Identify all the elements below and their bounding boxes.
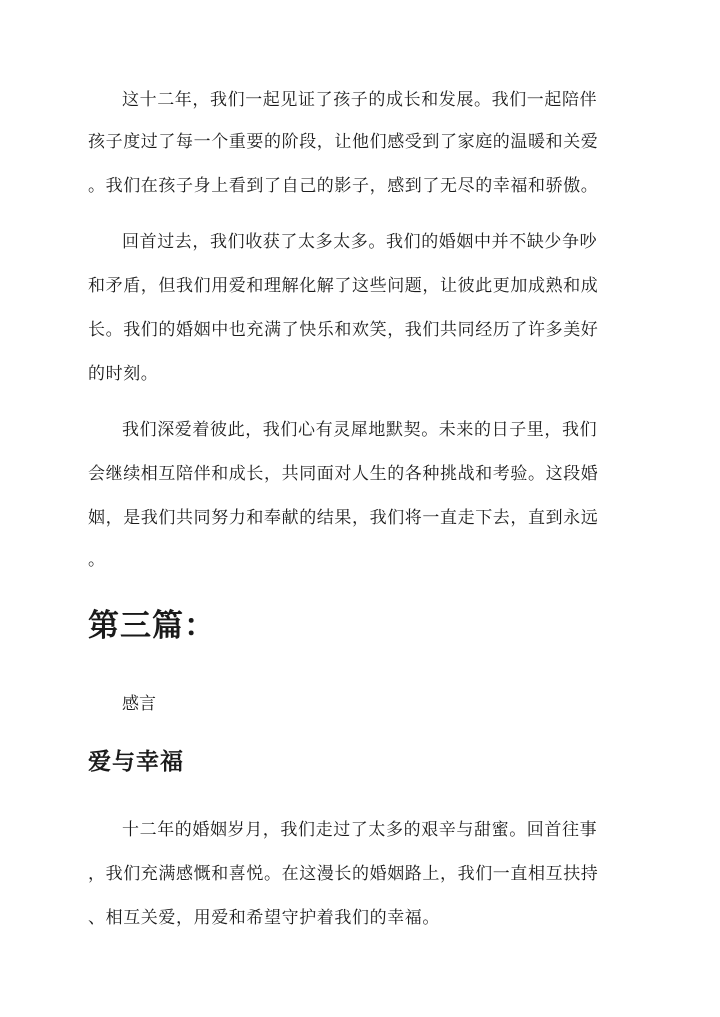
section-heading: 爱与幸福 [88, 748, 184, 775]
paragraph-2-line-4: 的时刻。 [88, 364, 159, 384]
chapter-title: 第三篇： [88, 608, 216, 644]
paragraph-4-line-3: 、相互关爱，用爱和希望守护着我们的幸福。 [88, 908, 440, 928]
paragraph-4-line-2: ，我们充满感慨和喜悦。在这漫长的婚姻路上，我们一直相互扶持 [88, 864, 599, 884]
paragraph-3-line-3: 姻，是我们共同努力和奉献的结果，我们将一直走下去，直到永远 [88, 508, 599, 528]
paragraph-1-line-1: 这十二年，我们一起见证了孩子的成长和发展。我们一起陪伴 [122, 90, 598, 110]
paragraph-3-line-1: 我们深爱着彼此，我们心有灵犀地默契。未来的日子里，我们 [122, 420, 598, 440]
paragraph-2-line-3: 长。我们的婚姻中也充满了快乐和欢笑，我们共同经历了许多美好 [88, 320, 599, 340]
paragraph-3-line-4: 。 [88, 550, 106, 570]
paragraph-2-line-2: 和矛盾，但我们用爱和理解化解了这些问题，让彼此更加成熟和成 [88, 276, 599, 296]
paragraph-1-line-2: 孩子度过了每一个重要的阶段，让他们感受到了家庭的温暖和关爱 [88, 132, 599, 152]
paragraph-1-line-3: 。我们在孩子身上看到了自己的影子，感到了无尽的幸福和骄傲。 [88, 176, 599, 196]
paragraph-3-line-2: 会继续相互陪伴和成长，共同面对人生的各种挑战和考验。这段婚 [88, 464, 599, 484]
paragraph-2-line-1: 回首过去，我们收获了太多太多。我们的婚姻中并不缺少争吵 [122, 232, 598, 252]
subtitle: 感言 [122, 694, 156, 714]
paragraph-4-line-1: 十二年的婚姻岁月，我们走过了太多的艰辛与甜蜜。回首往事 [122, 820, 598, 840]
